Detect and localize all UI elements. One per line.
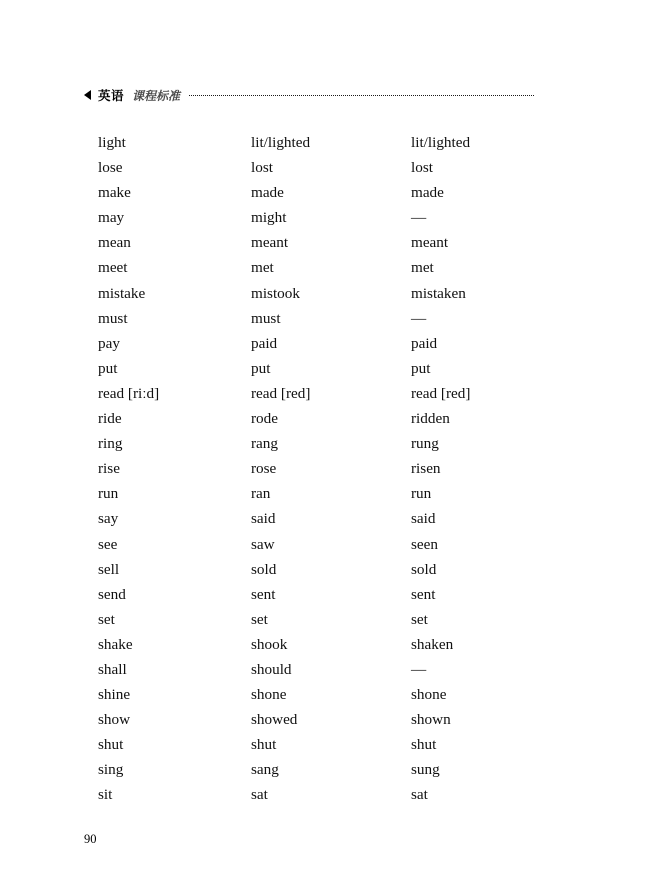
verb-past-participle: meant <box>411 234 449 252</box>
verb-base-form: send <box>98 585 126 603</box>
verb-past-participle: paid <box>411 334 438 352</box>
irregular-verbs-table <box>98 133 558 811</box>
verb-past-form: said <box>251 510 276 528</box>
verb-base-form: make <box>98 184 131 202</box>
verb-past-form: might <box>251 209 287 227</box>
table-row <box>98 133 558 158</box>
verb-base-form: must <box>98 309 128 327</box>
table-row <box>98 560 558 585</box>
verb-past-participle: read [red] <box>411 384 471 402</box>
table-row <box>98 384 558 409</box>
verb-base-form: may <box>98 209 125 227</box>
verb-past-participle: risen <box>411 460 441 478</box>
verb-base-form: shake <box>98 635 133 653</box>
verb-past-form: rang <box>251 435 278 453</box>
table-row <box>98 760 558 785</box>
verb-past-participle: shut <box>411 736 437 754</box>
table-row <box>98 409 558 434</box>
verb-past-participle: set <box>411 610 428 628</box>
verb-base-form: ride <box>98 410 122 428</box>
header-dotted-rule <box>189 95 534 97</box>
verb-past-participle: said <box>411 510 436 528</box>
table-row <box>98 484 558 509</box>
verb-base-form: lose <box>98 159 123 177</box>
verb-past-form: shone <box>251 686 287 704</box>
verb-base-form: sing <box>98 761 124 779</box>
verb-past-participle: ridden <box>411 410 450 428</box>
verb-past-participle: sat <box>411 786 428 804</box>
table-row <box>98 635 558 660</box>
table-row <box>98 535 558 560</box>
verb-past-form: sold <box>251 560 277 578</box>
verb-past-participle: lost <box>411 159 433 177</box>
verb-past-form: should <box>251 660 292 678</box>
verb-past-form: shut <box>251 736 277 754</box>
verb-past-form: mistook <box>251 284 300 302</box>
verb-past-participle: — <box>411 309 427 327</box>
table-row <box>98 459 558 484</box>
table-row <box>98 660 558 685</box>
verb-base-form: read [riːd] <box>98 384 160 402</box>
verb-base-form: sit <box>98 786 113 804</box>
verb-base-form: meet <box>98 259 128 277</box>
verb-past-form: made <box>251 184 284 202</box>
table-row <box>98 208 558 233</box>
table-row <box>98 685 558 710</box>
table-row <box>98 359 558 384</box>
verb-base-form: put <box>98 359 118 377</box>
verb-base-form: shine <box>98 686 131 704</box>
verb-base-form: ring <box>98 435 123 453</box>
table-row <box>98 509 558 534</box>
verb-past-participle: — <box>411 209 427 227</box>
verb-past-form: lost <box>251 159 273 177</box>
verb-past-participle: shown <box>411 711 451 729</box>
table-row <box>98 258 558 283</box>
verb-past-participle: lit/lighted <box>411 134 471 151</box>
verb-past-participle: run <box>411 485 432 503</box>
verb-past-participle: mistaken <box>411 284 466 302</box>
verb-past-form: saw <box>251 535 275 553</box>
verb-past-participle: shone <box>411 686 447 704</box>
left-triangle-icon <box>84 90 91 100</box>
verb-past-form: ran <box>251 485 271 503</box>
table-row <box>98 785 558 810</box>
page-number: 90 <box>84 832 97 846</box>
verb-past-form: showed <box>251 711 298 729</box>
verb-past-form: set <box>251 610 268 628</box>
verb-past-form: rose <box>251 460 277 478</box>
verb-past-form: lit/lighted <box>251 134 311 151</box>
table-row <box>98 233 558 258</box>
running-header <box>84 84 534 106</box>
verb-past-participle: seen <box>411 535 438 553</box>
verb-past-participle: sent <box>411 585 436 603</box>
table-row <box>98 284 558 309</box>
verb-past-form: sat <box>251 786 268 804</box>
verb-base-form: set <box>98 610 115 628</box>
verb-past-form: paid <box>251 334 278 352</box>
verb-past-participle: sold <box>411 560 437 578</box>
verb-base-form: show <box>98 711 131 729</box>
verb-base-form: sell <box>98 560 120 578</box>
verb-past-form: sent <box>251 585 276 603</box>
verb-base-form: run <box>98 485 119 503</box>
verb-base-form: say <box>98 510 119 528</box>
verb-past-participle: made <box>411 184 444 202</box>
table-row <box>98 309 558 334</box>
verb-past-participle: shaken <box>411 635 454 653</box>
verb-base-form: pay <box>98 334 120 352</box>
verb-past-form: put <box>251 359 271 377</box>
verb-past-participle: met <box>411 259 434 277</box>
verb-past-participle: put <box>411 359 431 377</box>
verb-base-form: mistake <box>98 284 146 302</box>
table-row <box>98 434 558 459</box>
table-row <box>98 334 558 359</box>
verb-base-form: shut <box>98 736 124 754</box>
table-row <box>98 183 558 208</box>
header-standard: 课程标准 <box>132 88 181 103</box>
table-row <box>98 585 558 610</box>
verb-base-form: see <box>98 535 118 553</box>
table-row <box>98 158 558 183</box>
table-row <box>98 710 558 735</box>
table-row <box>98 610 558 635</box>
verb-past-form: rode <box>251 410 278 428</box>
verb-past-participle: rung <box>411 435 439 453</box>
verb-base-form: rise <box>98 460 120 478</box>
verb-base-form: mean <box>98 234 131 252</box>
verb-past-form: read [red] <box>251 384 311 402</box>
verb-past-form: must <box>251 309 281 327</box>
verb-past-form: met <box>251 259 274 277</box>
verb-past-participle: sung <box>411 761 440 779</box>
table-row <box>98 735 558 760</box>
verb-past-participle: — <box>411 660 427 678</box>
header-subject: 英语 <box>98 88 125 103</box>
verb-past-form: shook <box>251 635 288 653</box>
verb-base-form: shall <box>98 660 127 678</box>
verb-past-form: sang <box>251 761 279 779</box>
verb-base-form: light <box>98 134 126 151</box>
verb-past-form: meant <box>251 234 289 252</box>
